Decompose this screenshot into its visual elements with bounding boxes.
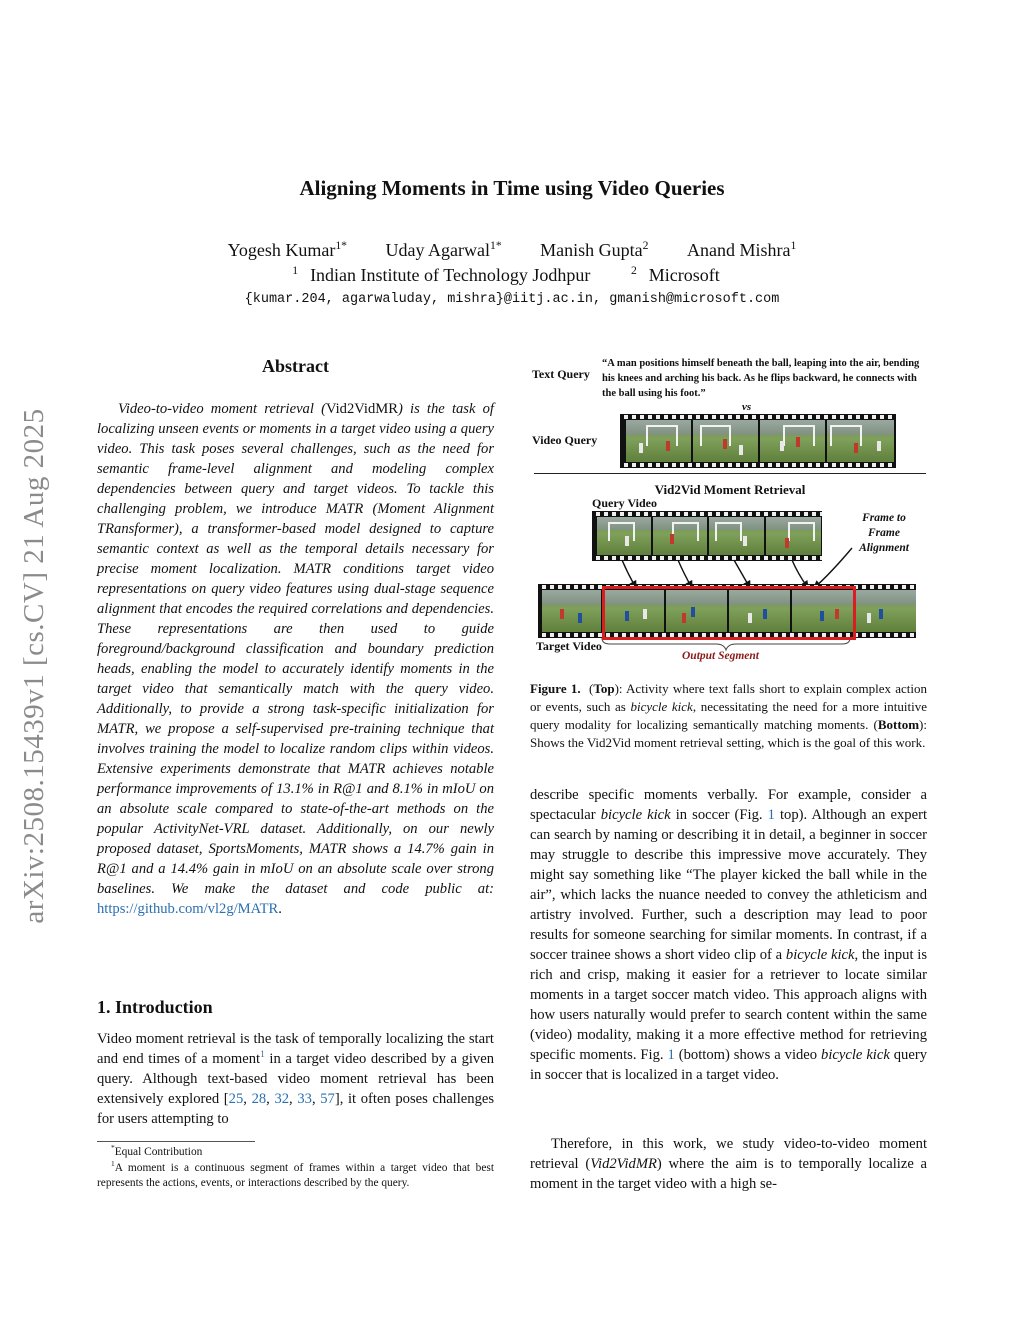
body-paragraph: describe specific moments verbally. For example, consider a spectacular bicycle kick in soccer (Fig. 1 top). Although an expert can search by naming or describing it in detail, a beginner in soccer may struggle to describe this impressive move accurately. They might say something like “The player kicked the ball while in the air”, which lacks the nuance needed to convey the athleticism and artistry involved. Further, such a description may lead to poor results for someone searching for similar moments. In contrast, if a soccer trainee shows a short video clip of a bicycle kick, the input is rich and crisp, making it easier for a retriever to locate similar moments in a target soccer match video. This approach aligns with how users naturally would prefer to search content within the same (video) modality, making it a more effective method for retrieving specific moments. Fig. 1 (bottom) shows a video bicycle kick query in soccer that is localized in a target video. [530, 787, 927, 1083]
setting-title: Vid2Vid Moment Retrieval [654, 482, 806, 497]
query-video-label: Query Video [592, 496, 657, 510]
footnote-1: $^1$A moment is a continuous segment of frames within a target video that best represents the actions, events, or interactions described by the query. [97, 1159, 494, 1189]
footnote-ref[interactable]: 1 [260, 1050, 265, 1061]
paper-title: Aligning Moments in Time using Video Queries [299, 176, 725, 200]
footnote-equal: *Equal Contribution [111, 1143, 203, 1158]
affiliation: $^1$ Indian Institute of Technology Jodhpur [292, 264, 591, 285]
intro-paragraph: Video moment retrieval is the task of temporally localizing the start and end times of a moment$^1$ in a target video described by a given query. Although text-based video moment retrieval has been extensively explored [25, 28, 32, 33, 57], it often poses challenges for users attempting to [97, 1031, 495, 1127]
abstract-text: Video-to-video moment retrieval (Vid2VidMR) is the task of localizing unseen events or moments in a target video using a query video. This task poses several challenges, such as the need for semantic frame-level alignment and modeling complex dependencies between query and target videos. To tackle this challenging problem, we introduce MATR (Moment Alignment TRansformer), a transformer-based model designed to capture semantic context as well as the temporal details necessary for precise moment localization. MATR conditions target video representations on query video features using dual-stage sequence alignment that encodes the required correlations and dependencies. These representations are then used to guide foreground/background classification and boundary prediction heads, enabling the model to accurately identify moments in the target video that semantically match with the query video. Additionally, to provide a strong task-specific initialization for MATR, we propose a self-supervised pre-training technique that involves training the model to localize random clips within videos. Extensive experiments demonstrate that MATR achieves notable performance improvements of 13.1% in R@1 and 8.1% in mIoU on an absolute scale compared to state-of-the-art methods on the popular ActivityNet-VRL dataset. Additionally, on our newly proposed dataset, SportsMoments, MATR shows a 14.7% gain in R@1 and a 14.4% gain in mIoU on an absolute scale over strong baselines. We make the dataset and code public at: https://github.com/vl2g/MATR. [97, 401, 494, 917]
citation[interactable]: 32 [274, 1091, 290, 1107]
citation[interactable]: 33 [297, 1091, 312, 1107]
figure-caption: Figure 1. (Top): Activity where text falls short to explain complex action or events, such as bicycle kick, necessitating the need for a more intuitive query modality for localizing semantically matching moments. (Bottom): Shows the Vid2Vid moment retrieval setting, which is the goal of this work. [530, 681, 927, 750]
author-emails: {kumar.204, agarwaluday, mishra}@iitj.ac.in, gmanish@microsoft.com [244, 292, 780, 307]
arxiv-watermark: arXiv:2508.15439v1 [cs.CV] 21 Aug 2025 [18, 408, 50, 924]
citation[interactable]: 25 [228, 1091, 244, 1107]
author: Manish Gupta$^2$ [540, 239, 649, 260]
alignment-label: Frame to Frame Alignment [859, 512, 909, 554]
author: Yogesh Kumar$^{1*}$ [227, 239, 348, 260]
output-segment-label: Output Segment [682, 650, 760, 662]
author-list [0, 240, 1024, 261]
figure-1 [530, 352, 930, 672]
affiliations [0, 265, 1024, 286]
citation[interactable]: 28 [251, 1091, 267, 1107]
target-video-label: Target Video [536, 639, 602, 653]
text-query: “A man positions himself beneath the ball, leaping into the air, bending his knees and arching his back. As he flips backward, he connects with the ball using his foot.” [602, 358, 920, 399]
affiliation: $^2$ Microsoft [630, 264, 720, 285]
figure-ref[interactable]: 1 [767, 807, 775, 823]
abstract-heading: Abstract [262, 356, 329, 376]
author: Anand Mishra$^1$ [687, 239, 797, 260]
text-query-label: Text Query [532, 367, 590, 381]
author: Uday Agarwal$^{1*}$ [385, 239, 502, 260]
body-paragraph: Therefore, in this work, we study video-to-video moment retrieval (Vid2VidMR) where the aim is to temporally localize a moment in the target video with a high se- [530, 1136, 927, 1192]
footnote-divider [97, 1141, 255, 1142]
video-query-label: Video Query [532, 433, 598, 447]
section-heading: 1. Introduction [97, 997, 213, 1017]
vs-label: vs [742, 401, 752, 413]
figure-ref[interactable]: 1 [667, 1047, 675, 1063]
output-segment-box [602, 586, 856, 640]
arrow [814, 548, 852, 588]
citation[interactable]: 57 [320, 1091, 335, 1107]
github-link[interactable]: https://github.com/vl2g/MATR [97, 901, 279, 917]
